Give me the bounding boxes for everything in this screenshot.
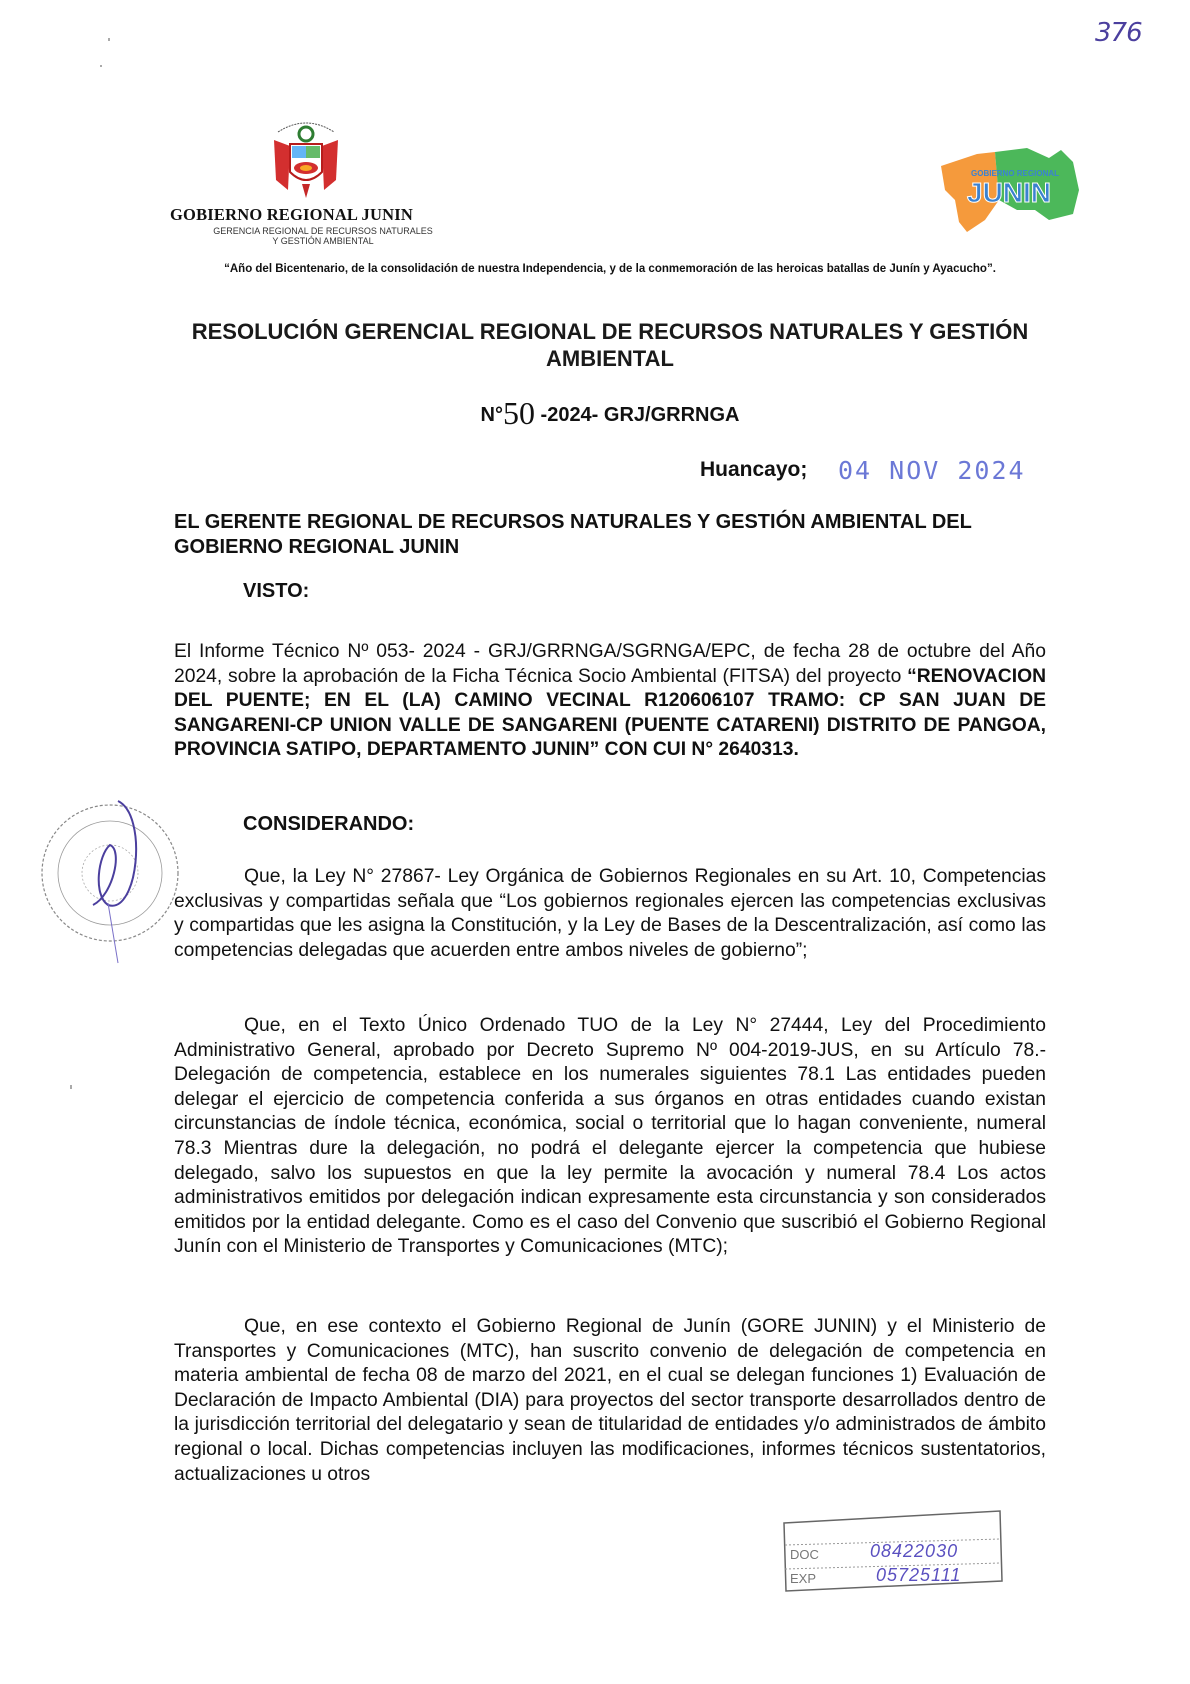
visto-text: El Informe Técnico Nº 053- 2024 - GRJ/GRRNGA/SGRNGA/EPC, de fecha 28 de octubre del Año 2024, sobre la aprobación de la Ficha Técnica Socio Ambiental (FITSA) del proyecto (174, 641, 1046, 687)
considerando-paragraph-3: Que, en ese contexto el Gobierno Regional de Junín (GORE JUNIN) y el Ministerio de Transportes y Comunicaciones (MTC), han suscrito convenio de delegación de competencia en materia ambiental de fecha 08 de marzo del 2021, en el cual se delegan funciones 1) Evaluación de Declaración de Impacto Ambiental (DIA) para proyectos del sector transporte desarrollados dentro de la jurisdicción territorial del delegatario y sean de titularidad de entidades y/o administrados de ámbito regional o local. Dichas competencias incluyen las modificaciones, informes técnicos sustentatorios, actualizaciones u otros (174, 1316, 1046, 1485)
considerando-heading: CONSIDERANDO: (243, 813, 415, 835)
org-subtitle (193, 226, 453, 246)
org-name: GOBIERNO REGIONAL JUNIN (170, 205, 413, 224)
registry-row2-value: 05725111 (876, 1565, 962, 1585)
handwritten-page-number: 376 (1095, 18, 1142, 48)
scan-speck (108, 38, 110, 41)
year-slogan: “Año del Bicentenario, de la consolidación de nuestra Independencia, y de la conmemoración de las heroicas batallas de Junín y Ayacucho”. (224, 263, 996, 275)
official-seal-signature (38, 795, 198, 965)
resolution-number (190, 395, 1030, 432)
junin-regional-logo (937, 140, 1087, 235)
scan-speck (100, 65, 102, 67)
number-prefix: N° (480, 404, 503, 426)
visto-paragraph (174, 640, 1046, 763)
considerando-paragraph-2: Que, en el Texto Único Ordenado TUO de la Ley N° 27444, Ley del Procedimiento Administrativo General, aprobado por Decreto Supremo Nº 004-2019-JUS, en su Artículo 78.- Delegación de competencia, establece en los numerales siguientes 78.1 Las entidades pueden delegar el ejercicio de competencia conferida a sus órganos en otras entidades cuando existan circunstancias de índole técnica, económica, social o territorial que lo hagan conveniente, numeral 78.3 Mientras dure la delegación, no podrá el delegante ejercer la competencia que hubiese delegado, salvo los supuestos en que la ley permite la avocación y numeral 78.4 Los actos administrativos emitidos por delegación indican expresamente esta circunstancia y son considerados emitidos por la entidad delegante. Como es el caso del Convenio que suscribió el Gobierno Regional Junín con el Ministerio de Transportes y Comunicaciones (MTC); (174, 1015, 1046, 1258)
visto-heading: VISTO: (243, 580, 310, 602)
peru-coat-of-arms-icon (268, 110, 344, 206)
registry-row1-label: DOC (790, 1547, 819, 1562)
scan-speck (70, 1085, 72, 1089)
registry-row1-value: 08422030 (870, 1541, 959, 1561)
issuer-heading: EL GERENTE REGIONAL DE RECURSOS NATURALES Y GESTIÓN AMBIENTAL DEL GOBIERNO REGIONAL JUNIN (174, 511, 972, 558)
considerando-paragraph-1: Que, la Ley N° 27867- Ley Orgánica de Gobiernos Regionales en su Art. 10, Competencias exclusivas y compartidas señala que “Los gobiernos regionales ejercen las competencias exclusivas y compartidas que les asigna la Constitución, y la Ley de Bases de la Descentralización, así como las competencias delegadas que acuerden entre ambos niveles de gobierno”; (174, 866, 1046, 961)
date-stamp: 04 NOV 2024 (838, 456, 1026, 485)
org-subtitle-line2: Y GESTIÓN AMBIENTAL (272, 236, 374, 246)
registry-stamp (780, 1505, 1005, 1597)
svg-text:JUNIN: JUNIN (967, 177, 1052, 208)
number-suffix: -2024- GRJ/GRRNGA (540, 404, 740, 426)
project-name: “RENOVACION DEL PUENTE; EN EL (LA) CAMINO VECINAL R120606107 TRAMO: CP SAN JUAN DE SANGARENI-CP UNION VALLE DE SANGARENI (PUENTE CATARENI) DISTRITO DE PANGOA, PROVINCIA SATIPO, DEPARTAMENTO JUNIN” CON CUI N° 2640313. (174, 665, 1046, 761)
svg-text:GOBIERNO REGIONAL: GOBIERNO REGIONAL (971, 169, 1060, 178)
document-title: RESOLUCIÓN GERENCIAL REGIONAL DE RECURSOS NATURALES Y GESTIÓN AMBIENTAL (191, 319, 1029, 371)
registry-row2-label: EXP (790, 1571, 817, 1586)
issue-place: Huancayo; (700, 458, 808, 481)
org-subtitle-line1: GERENCIA REGIONAL DE RECURSOS NATURALES (213, 226, 433, 236)
number-value: 50 (502, 395, 535, 431)
